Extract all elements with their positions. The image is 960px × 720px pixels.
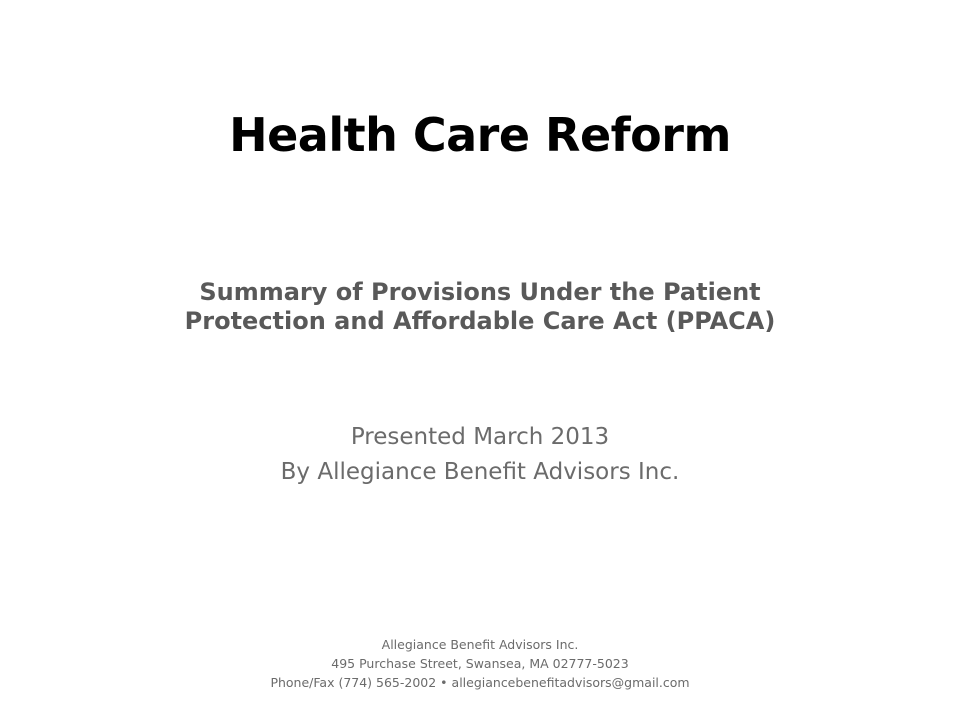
footer-address: 495 Purchase Street, Swansea, MA 02777-5023 bbox=[331, 655, 629, 671]
subtitle-line-1: Summary of Provisions Under the Patient bbox=[199, 278, 761, 306]
subtitle-line-2: Protection and Affordable Care Act (PPACA) bbox=[184, 306, 776, 335]
presented-date: Presented March 2013 bbox=[350, 424, 610, 450]
footer-company: Allegiance Benefit Advisors Inc. bbox=[381, 637, 579, 652]
footer-contact bbox=[0, 636, 960, 692]
presented-by: By Allegiance Benefit Advisors Inc. bbox=[280, 458, 680, 485]
slide-title: Health Care Reform bbox=[229, 108, 731, 162]
presented-info bbox=[0, 420, 960, 489]
footer-contact-line: Phone/Fax (774) 565-2002 • allegiancebenefitadvisors@gmail.com bbox=[270, 674, 690, 690]
slide-subtitle bbox=[120, 278, 840, 336]
